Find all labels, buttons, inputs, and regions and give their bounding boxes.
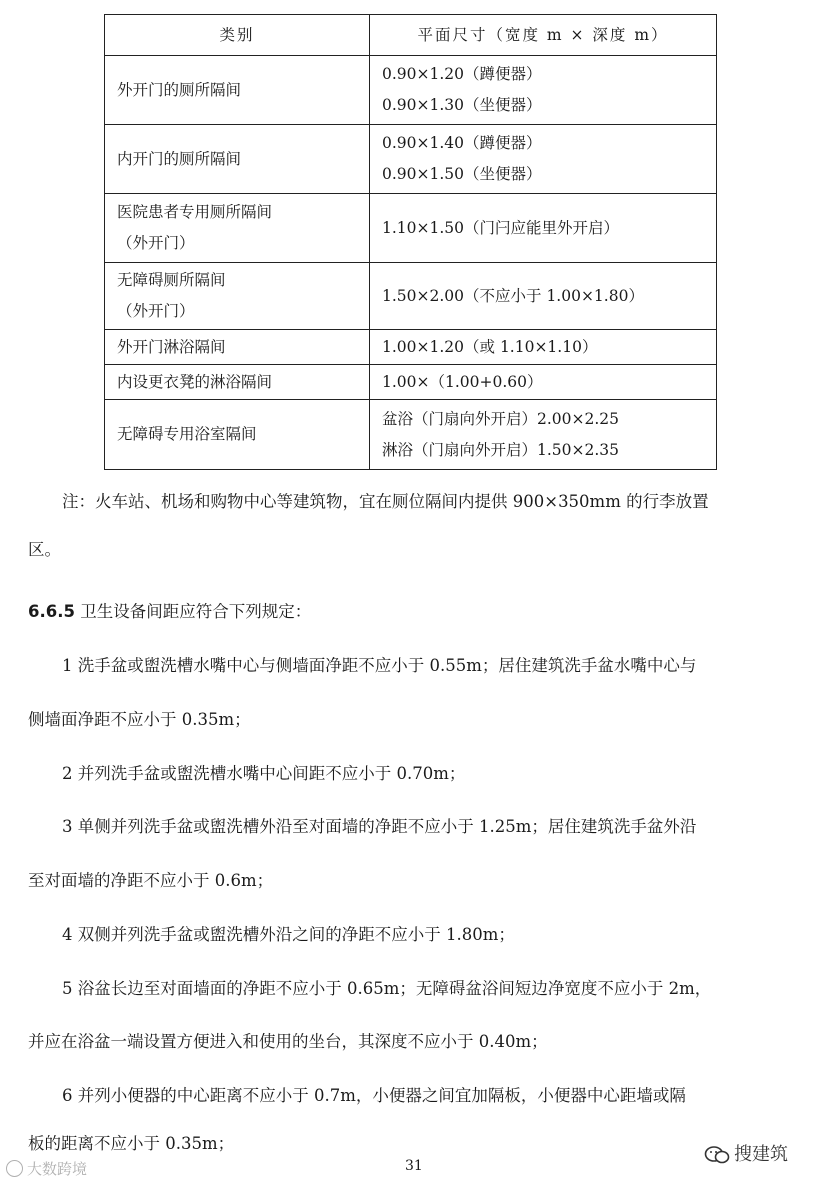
item-1-line-1: 1 洗手盆或盥洗槽水嘴中心与侧墙面净距不应小于 0.55m；居住建筑洗手盆水嘴中心与 xyxy=(62,656,697,675)
size-text: 1.00×（1.00+0.60） xyxy=(382,372,543,391)
item-6-line-2: 板的距离不应小于 0.35m； xyxy=(28,1134,235,1153)
section-number: 6.6.5 xyxy=(28,602,75,621)
table-row xyxy=(105,365,717,400)
table-row xyxy=(105,194,717,263)
category-cell xyxy=(105,56,370,125)
table-row xyxy=(105,400,717,470)
category-text: 无障碍专用浴室隔间 xyxy=(117,425,257,443)
item-6-line-1: 6 并列小便器的中心距离不应小于 0.7m，小便器之间宜加隔板，小便器中心距墙或隔 xyxy=(62,1086,686,1105)
category-text: （外开门） xyxy=(117,234,195,252)
size-cell xyxy=(370,194,717,263)
table-row xyxy=(105,56,717,125)
category-cell xyxy=(105,125,370,194)
header-size: 平面尺寸（宽度 m × 深度 m） xyxy=(370,15,717,56)
size-text: 0.90×1.40（蹲便器） xyxy=(382,134,542,152)
size-cell xyxy=(370,56,717,125)
section-title: 卫生设备间距应符合下列规定： xyxy=(80,602,312,621)
size-text: 盆浴（门扇向外开启）2.00×2.25 xyxy=(382,409,620,428)
category-cell xyxy=(105,330,370,365)
table-row xyxy=(105,125,717,194)
category-text: 内设更衣凳的淋浴隔间 xyxy=(117,372,273,391)
size-text: 0.90×1.30（坐便器） xyxy=(382,96,542,114)
table-row xyxy=(105,263,717,330)
section-heading xyxy=(28,598,311,626)
size-text: 淋浴（门扇向外开启）1.50×2.35 xyxy=(382,440,620,459)
category-text: （外开门） xyxy=(117,302,195,320)
category-text: 无障碍厕所隔间 xyxy=(117,271,226,289)
category-cell xyxy=(105,400,370,470)
size-cell xyxy=(370,400,717,470)
category-text: 医院患者专用厕所隔间 xyxy=(117,203,273,221)
size-cell xyxy=(370,263,717,330)
size-cell xyxy=(370,365,717,400)
size-cell xyxy=(370,125,717,194)
size-cell xyxy=(370,330,717,365)
category-text: 外开门的厕所隔间 xyxy=(117,80,242,99)
wechat-icon xyxy=(704,1145,730,1165)
item-1-line-2: 侧墙面净距不应小于 0.35m； xyxy=(28,710,251,729)
table-note: 注：火车站、机场和购物中心等建筑物，宜在厕位隔间内提供 900×350mm 的行李放置 xyxy=(62,492,709,511)
size-text: 0.90×1.20（蹲便器） xyxy=(382,65,542,83)
table-header-row xyxy=(105,15,717,56)
item-5-line-1: 5 浴盆长边至对面墙面的净距不应小于 0.65m；无障碍盆浴间短边净宽度不应小于 2m， xyxy=(62,979,712,998)
watermark-left-text: 大数跨境 xyxy=(27,1160,88,1178)
spec-table xyxy=(104,14,717,470)
page-number: 31 xyxy=(405,1158,423,1174)
item-5-line-2: 并应在浴盆一端设置方便进入和使用的坐台，其深度不应小于 0.40m； xyxy=(28,1032,548,1051)
category-text: 外开门淋浴隔间 xyxy=(117,337,226,356)
category-cell xyxy=(105,194,370,263)
watermark-right xyxy=(704,1140,788,1166)
category-cell xyxy=(105,365,370,400)
size-text: 0.90×1.50（坐便器） xyxy=(382,165,542,183)
size-text: 1.00×1.20（或 1.10×1.10） xyxy=(382,337,598,356)
item-3-line-1: 3 单侧并列洗手盆或盥洗槽外沿至对面墙的净距不应小于 1.25m；居住建筑洗手盆外沿 xyxy=(62,817,697,836)
header-category: 类别 xyxy=(105,15,370,56)
watermark-right-text: 搜建筑 xyxy=(734,1144,788,1165)
item-4: 4 双侧并列洗手盆或盥洗槽外沿之间的净距不应小于 1.80m； xyxy=(62,925,515,944)
item-3-line-2: 至对面墙的净距不应小于 0.6m； xyxy=(28,871,274,890)
item-2: 2 并列洗手盆或盥洗槽水嘴中心间距不应小于 0.70m； xyxy=(62,764,466,783)
watermark-logo-icon xyxy=(6,1160,23,1177)
size-text: 1.10×1.50（门闩应能里外开启） xyxy=(382,218,620,237)
table-note-continued: 区。 xyxy=(28,540,61,559)
size-text: 1.50×2.00（不应小于 1.00×1.80） xyxy=(382,286,644,305)
table-row xyxy=(105,330,717,365)
category-text: 内开门的厕所隔间 xyxy=(117,149,242,168)
watermark-left xyxy=(6,1158,87,1179)
category-cell xyxy=(105,263,370,330)
